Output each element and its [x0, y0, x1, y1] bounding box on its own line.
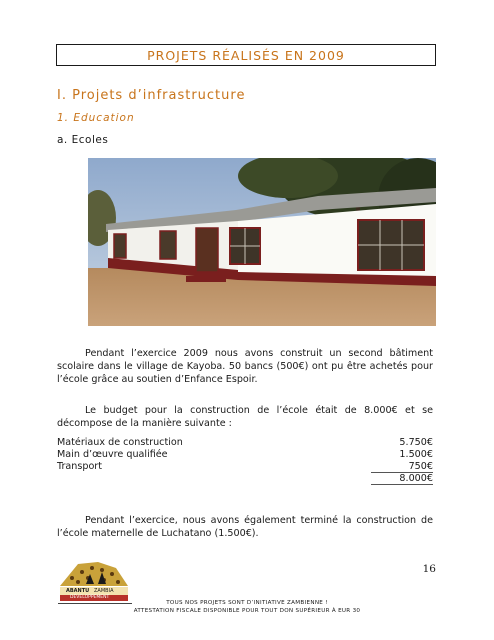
paragraph-construction: Pendant l’exercice 2009 nous avons construit un second bâtiment scolaire dans le village de Kayoba. 50 bancs (500€) ont pu être achetés pour l’école grâce au soutien d’Enfance Espoir.: [57, 348, 433, 385]
paragraph-budget-intro: Le budget pour la construction de l’école était de 8.000€ et se décompose de la manière suivante :: [57, 405, 433, 429]
budget-table: [57, 437, 433, 484]
budget-row-label: Matériaux de construction: [57, 437, 183, 448]
sub-subsection-heading: a. Ecoles: [57, 134, 109, 146]
budget-row-amount: 750€: [408, 461, 433, 472]
paragraph-maternelle: Pendant l’exercice, nous avons également terminé la construction de l’école maternelle de Luchatano (1.500€).: [57, 515, 433, 539]
logo-tag: DÉVELOPPEMENT: [70, 595, 110, 600]
budget-row-amount: 1.500€: [399, 449, 433, 460]
logo-name: ABANTU: [66, 588, 90, 594]
page-title: PROJETS RÉALISÉS EN 2009: [147, 47, 345, 63]
budget-total: 8.000€: [371, 472, 433, 485]
section-heading: I. Projets d’infrastructure: [57, 88, 246, 103]
budget-row-amount: 5.750€: [399, 437, 433, 448]
budget-row-label: Transport: [57, 461, 103, 472]
page-number: 16: [422, 563, 436, 575]
budget-row-label: Main d’œuvre qualifiée: [57, 449, 168, 460]
footer-fiscal: ATTESTATION FISCALE DISPONIBLE POUR TOUT DON SUPÉRIEUR À EUR 30: [133, 608, 361, 614]
subsection-heading: 1. Education: [57, 112, 135, 124]
budget-row: [57, 437, 433, 449]
budget-row: [57, 449, 433, 461]
page-title-box: [56, 44, 436, 66]
footer-initiative: TOUS NOS PROJETS SONT D’INITIATIVE ZAMBIENNE !: [166, 600, 328, 606]
abantu-logo: [58, 560, 130, 602]
school-building-photo: [88, 158, 436, 326]
logo-sub: ZAMBIA: [94, 588, 114, 594]
